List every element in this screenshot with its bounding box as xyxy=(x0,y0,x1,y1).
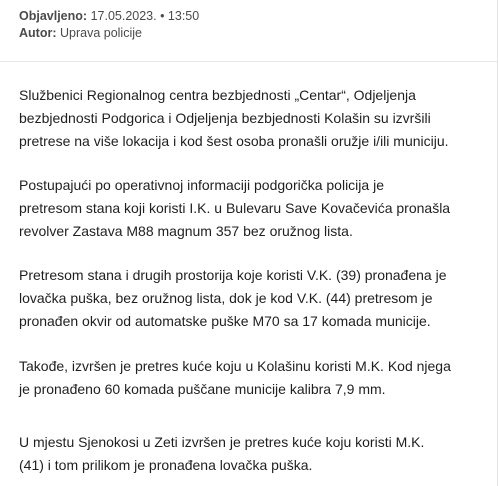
paragraph-line: bezbjednosti Podgorica i Odjeljenja bezbjednosti Kolašin su izvršili xyxy=(19,110,431,126)
author-value: Uprava policije xyxy=(59,26,142,40)
paragraph-line: Postupajući po operativnoj informaciji podgorička policija je xyxy=(19,177,384,193)
paragraph-line: pretresom stana koji koristi I.K. u Bulevaru Save Kovačevića pronašla xyxy=(19,200,451,216)
author-label: Autor: xyxy=(19,26,57,40)
paragraph xyxy=(19,431,489,477)
paragraph-line: U mjestu Sjenokosi u Zeti izvršen je pretres kuće koju koristi M.K. xyxy=(19,434,425,450)
meta-divider xyxy=(0,61,497,62)
paragraph-line: revolver Zastava M88 magnum 357 bez oružnog lista. xyxy=(19,223,353,239)
paragraph-line: pronađen okvir od automatske puške M70 sa 17 komada municije. xyxy=(19,313,431,329)
published-line xyxy=(19,8,199,25)
author-line xyxy=(19,25,199,42)
published-label: Objavljeno: xyxy=(19,9,88,23)
paragraph-line: (41) i tom prilikom je pronađena lovačka puška. xyxy=(19,457,313,473)
paragraph xyxy=(19,174,489,243)
article-meta xyxy=(19,8,199,42)
paragraph-line: Takođe, izvršen je pretres kuće koju u Kolašinu koristi M.K. Kod njega xyxy=(19,358,451,374)
paragraph-line: je pronađeno 60 komada puščane municije kalibra 7,9 mm. xyxy=(19,381,386,397)
paragraph-line: pretrese na više lokacija i kod šest osoba pronašli oružje i/ili municiju. xyxy=(19,133,449,149)
paragraph-line: lovačka puška, bez oružnog lista, dok je kod V.K. (44) pretresom je xyxy=(19,290,433,306)
paragraph-line: Službenici Regionalnog centra bezbjednosti „Centar“, Odjeljenja xyxy=(19,87,416,103)
paragraph xyxy=(19,84,489,153)
paragraph-line: Pretresom stana i drugih prostorija koje koristi V.K. (39) pronađena je xyxy=(19,267,447,283)
paragraph xyxy=(19,355,489,401)
published-value: 17.05.2023. • 13:50 xyxy=(90,9,200,23)
paragraph xyxy=(19,264,489,333)
